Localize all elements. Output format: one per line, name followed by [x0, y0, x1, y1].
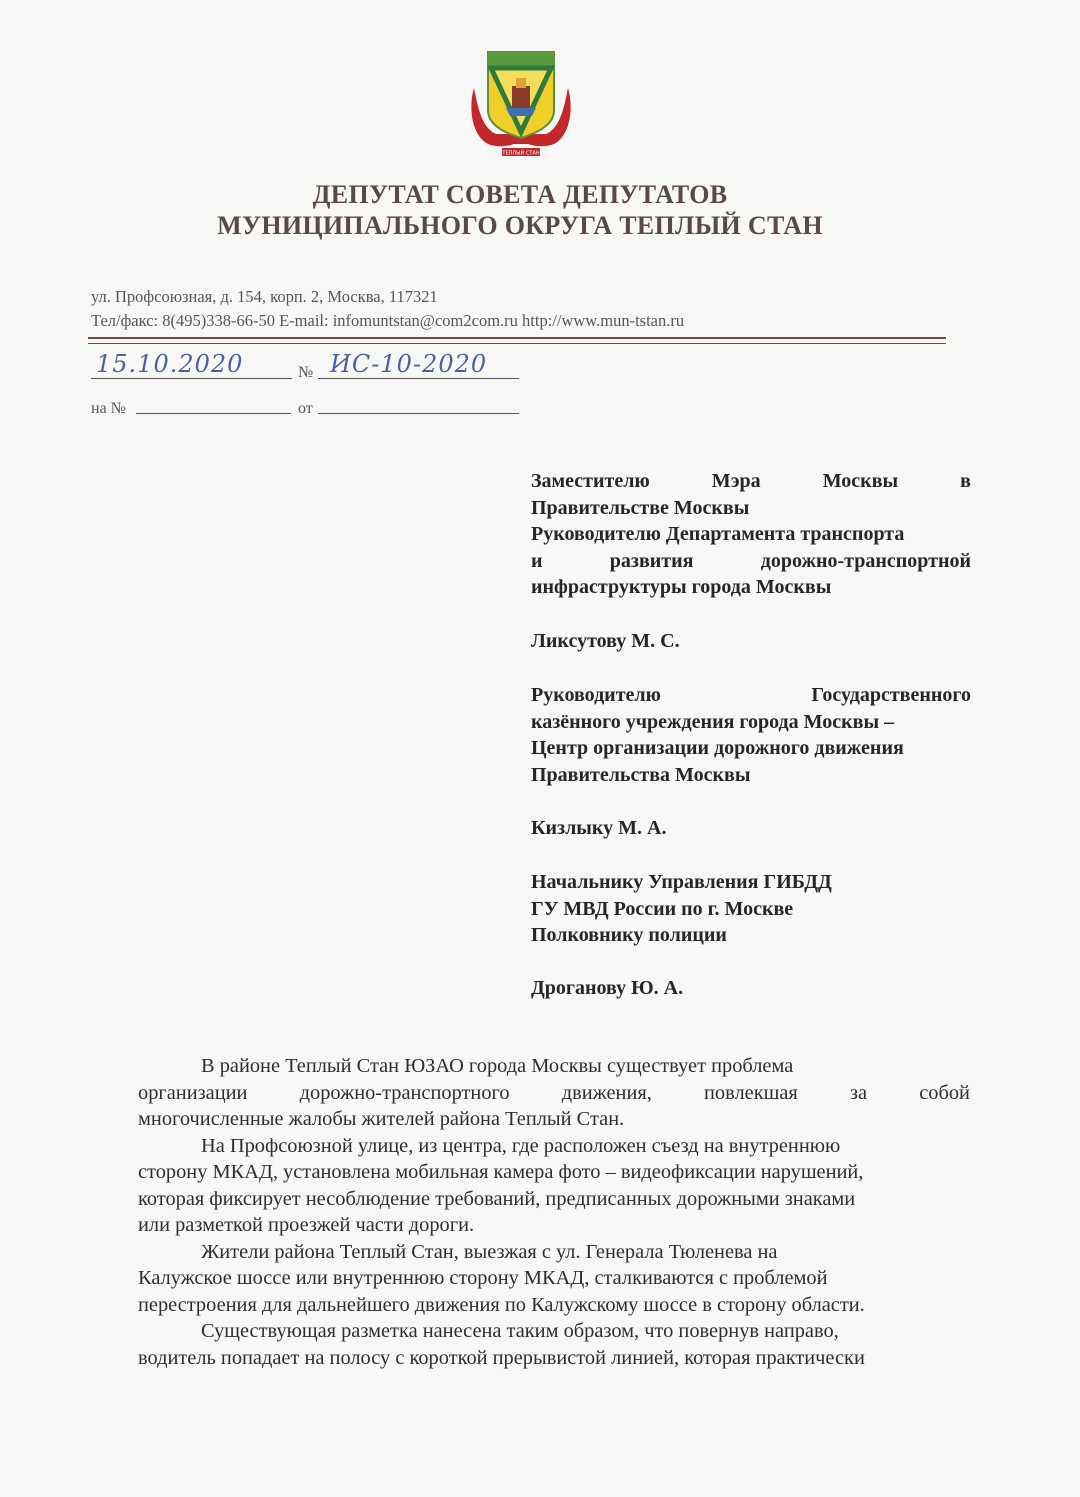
addressee-name-2: Кизлыку М. А.: [531, 817, 667, 839]
number-underline: [318, 378, 519, 379]
addressee-block-3: [531, 869, 971, 949]
reference-date-label: от: [298, 400, 313, 417]
addressee-1-line-4: [531, 548, 971, 575]
addressee-3-line-2: ГУ МВД России по г. Москве: [531, 897, 794, 920]
addressee-3-line-3: Полковнику полиции: [531, 924, 727, 946]
letter-body: [138, 1053, 970, 1371]
addressee-2-line-3: Центр организации дорожного движения: [531, 737, 904, 759]
body-paragraph-4-line-1: Существующая разметка нанесена таким образом, что повернув направо,: [201, 1320, 839, 1342]
addressee-name-1: Ликсутову М. С.: [531, 630, 680, 652]
addressee-2-line-4: Правительства Москвы: [531, 763, 751, 786]
word: и: [531, 549, 543, 572]
word: развития: [609, 549, 694, 572]
body-paragraph-3-line-3: перестроения для дальнейшего движения по Калужскому шоссе в сторону области.: [138, 1293, 865, 1316]
word: дорожно-транспортного: [299, 1081, 510, 1104]
addressee-block-1: [531, 468, 971, 601]
body-paragraph-2-line-1: На Профсоюзной улице, из центра, где расположен съезд на внутреннюю: [201, 1134, 841, 1157]
letterhead-title-line1: ДЕПУТАТ СОВЕТА ДЕПУТАТОВ: [312, 180, 728, 209]
word: Руководителю: [531, 684, 661, 706]
body-paragraph-1-line-2: [138, 1080, 970, 1107]
addressee-2-line-1: [531, 682, 971, 709]
addressee-block-2: [531, 682, 971, 788]
outgoing-number-handwritten: ИС-10-2020: [330, 350, 488, 378]
body-paragraph-4-line-2: водитель попадает на полосу с короткой прерывистой линией, которая практически: [138, 1346, 865, 1369]
letterhead-rule-thin: [88, 343, 946, 344]
addressee-1-line-3: Руководителю Департамента транспорта: [531, 523, 905, 545]
word: Заместителю: [531, 470, 650, 492]
body-paragraph-2-line-2: сторону МКАД, установлена мобильная камера фото – видеофиксации нарушений,: [138, 1161, 864, 1183]
date-underline: [91, 378, 292, 379]
addressee-3-line-1: Начальнику Управления ГИБДД: [531, 871, 832, 893]
svg-text:ТЕПЛЫЙ СТАН: ТЕПЛЫЙ СТАН: [502, 150, 540, 157]
letterhead-address: ул. Профсоюзная, д. 154, корп. 2, Москва, 117321: [91, 287, 438, 306]
addressee-1-line-5: инфраструктуры города Москвы: [531, 576, 832, 598]
word: Мэра: [711, 470, 761, 492]
word: Москвы: [822, 470, 899, 492]
word: за: [849, 1081, 868, 1104]
letterhead-rule-thick: [88, 337, 946, 339]
reference-date-underline: [318, 413, 519, 414]
body-paragraph-1-line-1: В районе Теплый Стан ЮЗАО города Москвы существует проблема: [201, 1055, 794, 1077]
coat-of-arms-emblem: [468, 48, 574, 158]
word: движения,: [561, 1081, 652, 1104]
word: Государственного: [811, 684, 971, 706]
word: собой: [919, 1081, 970, 1104]
body-paragraph-2-line-4: или разметкой проезжей части дороги.: [138, 1214, 475, 1236]
word: в: [960, 470, 971, 492]
body-paragraph-3-line-2: Калужское шоссе или внутреннюю сторону МКАД, сталкиваются с проблемой: [138, 1267, 828, 1289]
reference-number-label: на №: [91, 400, 126, 417]
body-paragraph-3-line-1: Жители района Теплый Стан, выезжая с ул. Генерала Тюленева на: [201, 1240, 778, 1263]
body-paragraph-2-line-3: которая фиксирует несоблюдение требований, предписанных дорожными знаками: [138, 1187, 856, 1210]
word: дорожно-транспортной: [760, 549, 971, 572]
addressee-name-3: Дроганову Ю. А.: [531, 977, 684, 999]
reference-number-underline: [136, 413, 291, 414]
word: повлекшая: [704, 1081, 798, 1104]
addressee-1-line-2: Правительстве Москвы: [531, 496, 750, 519]
word: организации: [138, 1081, 248, 1104]
letterhead-contacts: Тел/факс: 8(495)338-66-50 E-mail: infomuntstan@com2com.ru http://www.mun-tstan.ru: [91, 311, 685, 330]
letterhead-title-line2: МУНИЦИПАЛЬНОГО ОКРУГА ТЕПЛЫЙ СТАН: [217, 211, 823, 240]
body-paragraph-1-line-3: многочисленные жалобы жителей района Теплый Стан.: [138, 1108, 625, 1130]
addressee-1-line-1: [531, 468, 971, 495]
number-label: №: [298, 364, 314, 381]
addressee-2-line-2: казённого учреждения города Москвы –: [531, 710, 895, 733]
outgoing-date-handwritten: 15.10.2020: [96, 350, 244, 378]
